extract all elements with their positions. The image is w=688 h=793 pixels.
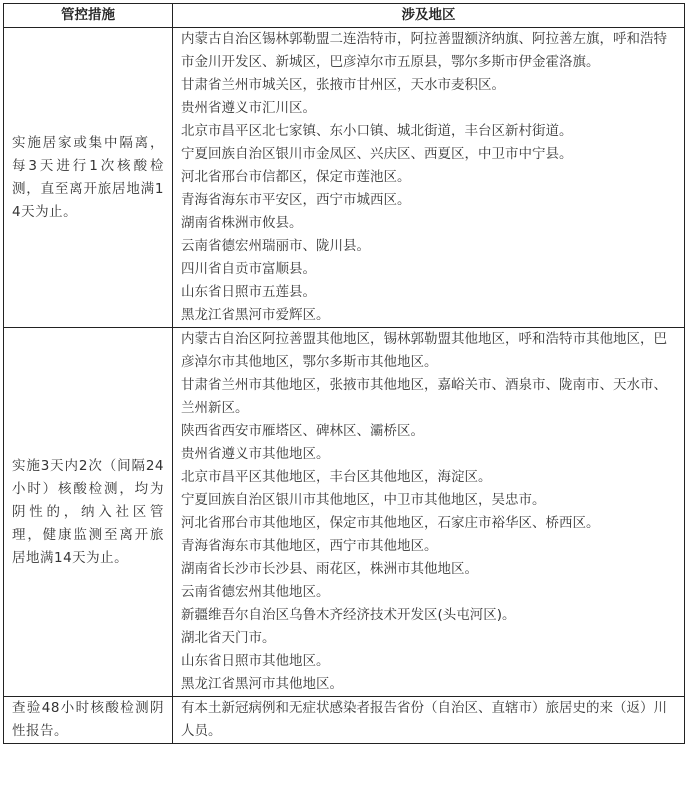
region-line: 北京市昌平区北七家镇、东小口镇、城北街道，丰台区新村街道。 (181, 123, 573, 139)
regions-cell (173, 328, 685, 697)
table-row (4, 28, 685, 328)
region-line: 内蒙古自治区锡林郭勒盟二连浩特市，阿拉善盟额济纳旗、阿拉善左旗，呼和浩特市金川开发区、新城区，巴彦淖尔市五原县，鄂尔多斯市伊金霍洛旗。 (181, 31, 667, 70)
region-line: 四川省自贡市富顺县。 (181, 261, 316, 277)
region-line: 湖北省天门市。 (181, 630, 276, 646)
header-row (4, 4, 685, 28)
header-measure: 管控措施 (4, 4, 173, 28)
control-measures-table (3, 3, 685, 744)
region-line: 山东省日照市其他地区。 (181, 653, 330, 669)
region-line: 湖南省株洲市攸县。 (181, 215, 303, 231)
region-line: 甘肃省兰州市其他地区，张掖市其他地区，嘉峪关市、酒泉市、陇南市、天水市、兰州新区。 (181, 377, 667, 416)
regions-cell (173, 697, 685, 744)
region-line: 湖南省长沙市长沙县、雨花区，株洲市其他地区。 (181, 561, 478, 577)
region-line: 内蒙古自治区阿拉善盟其他地区，锡林郭勒盟其他地区，呼和浩特市其他地区，巴彦淖尔市其他地区，鄂尔多斯市其他地区。 (181, 331, 667, 370)
region-line: 陕西省西安市雁塔区、碑林区、灞桥区。 (181, 423, 424, 439)
table-row (4, 328, 685, 697)
region-line: 宁夏回族自治区银川市其他地区，中卫市其他地区，吴忠市。 (181, 492, 546, 508)
region-line: 山东省日照市五莲县。 (181, 284, 316, 300)
region-line: 贵州省遵义市汇川区。 (181, 100, 316, 116)
region-line: 贵州省遵义市其他地区。 (181, 446, 330, 462)
table-row (4, 697, 685, 744)
measure-cell: 实施3天内2次（间隔24小时）核酸检测，均为阴性的，纳入社区管理，健康监测至离开旅居地满14天为止。 (4, 328, 173, 697)
region-line: 云南省德宏州其他地区。 (181, 584, 330, 600)
region-line: 河北省邢台市信都区，保定市莲池区。 (181, 169, 411, 185)
regions-cell (173, 28, 685, 328)
region-line: 黑龙江省黑河市其他地区。 (181, 676, 343, 692)
region-line: 河北省邢台市其他地区，保定市其他地区，石家庄市裕华区、桥西区。 (181, 515, 600, 531)
region-line: 新疆维吾尔自治区乌鲁木齐经济技术开发区(头屯河区)。 (181, 607, 516, 623)
region-line: 有本土新冠病例和无症状感染者报告省份（自治区、直辖市）旅居史的来（返）川人员。 (181, 700, 667, 739)
region-line: 宁夏回族自治区银川市金凤区、兴庆区、西夏区，中卫市中宁县。 (181, 146, 573, 162)
measure-cell: 实施居家或集中隔离，每3天进行1次核酸检测，直至离开旅居地满14天为止。 (4, 28, 173, 328)
region-line: 北京市昌平区其他地区，丰台区其他地区，海淀区。 (181, 469, 492, 485)
region-line: 甘肃省兰州市城关区，张掖市甘州区，天水市麦积区。 (181, 77, 505, 93)
region-line: 云南省德宏州瑞丽市、陇川县。 (181, 238, 370, 254)
header-regions: 涉及地区 (173, 4, 685, 28)
region-line: 青海省海东市其他地区，西宁市其他地区。 (181, 538, 438, 554)
measure-cell: 查验48小时核酸检测阴性报告。 (4, 697, 173, 744)
region-line: 黑龙江省黑河市爱辉区。 (181, 307, 330, 323)
region-line: 青海省海东市平安区，西宁市城西区。 (181, 192, 411, 208)
